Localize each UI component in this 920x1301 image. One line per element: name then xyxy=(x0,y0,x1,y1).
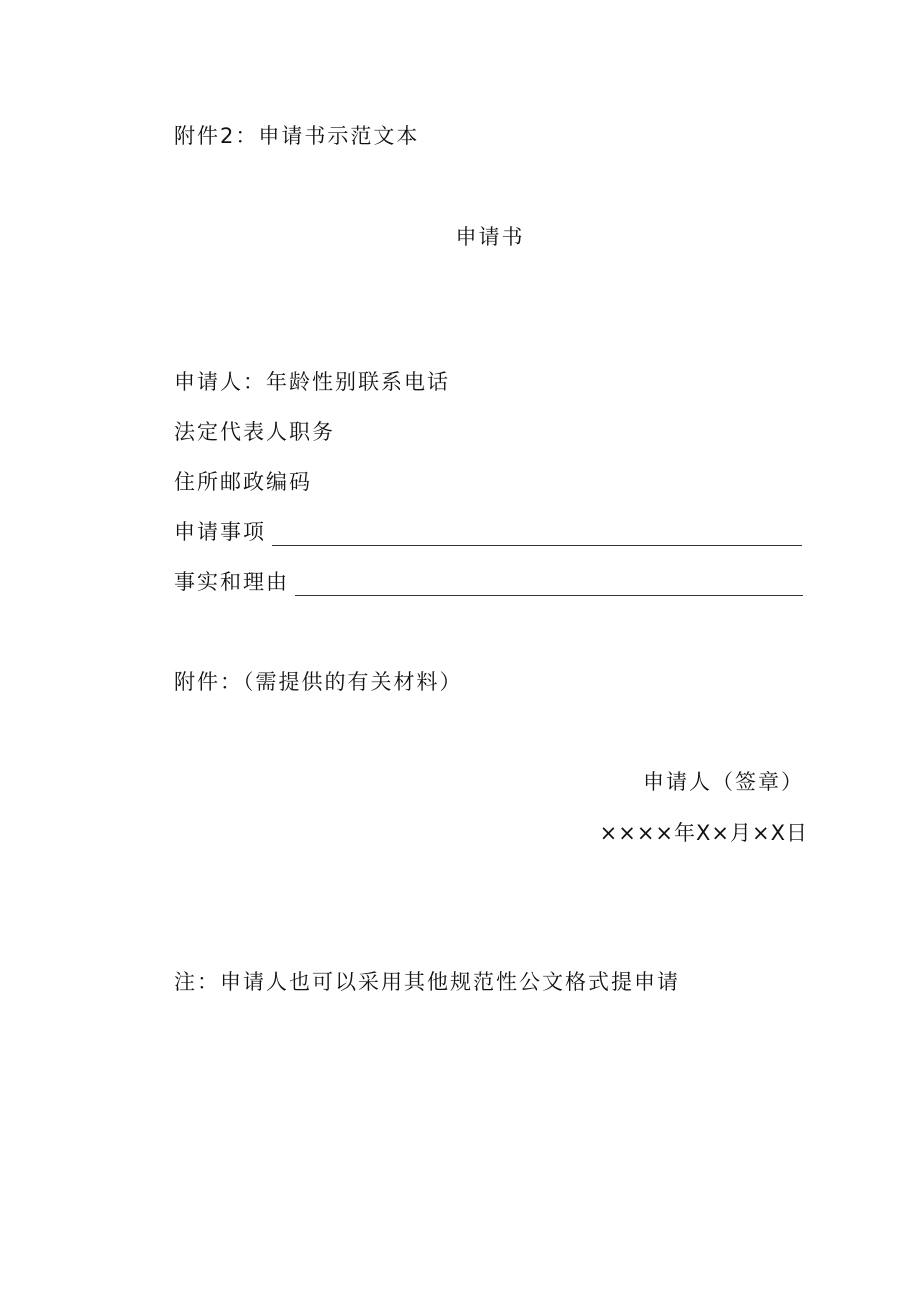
facts-field xyxy=(174,568,803,596)
attachments-note: 附件：（需提供的有关材料） xyxy=(174,670,463,694)
address-field: 住所邮政编码 xyxy=(174,470,312,494)
date-line: ××××年X×月×X日 xyxy=(599,821,808,845)
facts-label: 事实和理由 xyxy=(174,570,289,594)
attachment-heading: 附件2：申请书示范文本 xyxy=(174,124,420,148)
request-field xyxy=(174,518,802,546)
footnote: 注：申请人也可以采用其他规范性公文格式提申请 xyxy=(174,970,680,994)
applicant-field: 申请人：年龄性别联系电话 xyxy=(174,370,450,394)
request-fill-line xyxy=(272,523,802,546)
legal-representative-field: 法定代表人职务 xyxy=(174,420,335,444)
request-label: 申请事项 xyxy=(174,520,266,544)
signature-line: 申请人（签章） xyxy=(643,770,804,794)
document-title: 申请书 xyxy=(455,225,525,249)
facts-fill-line xyxy=(295,573,803,596)
